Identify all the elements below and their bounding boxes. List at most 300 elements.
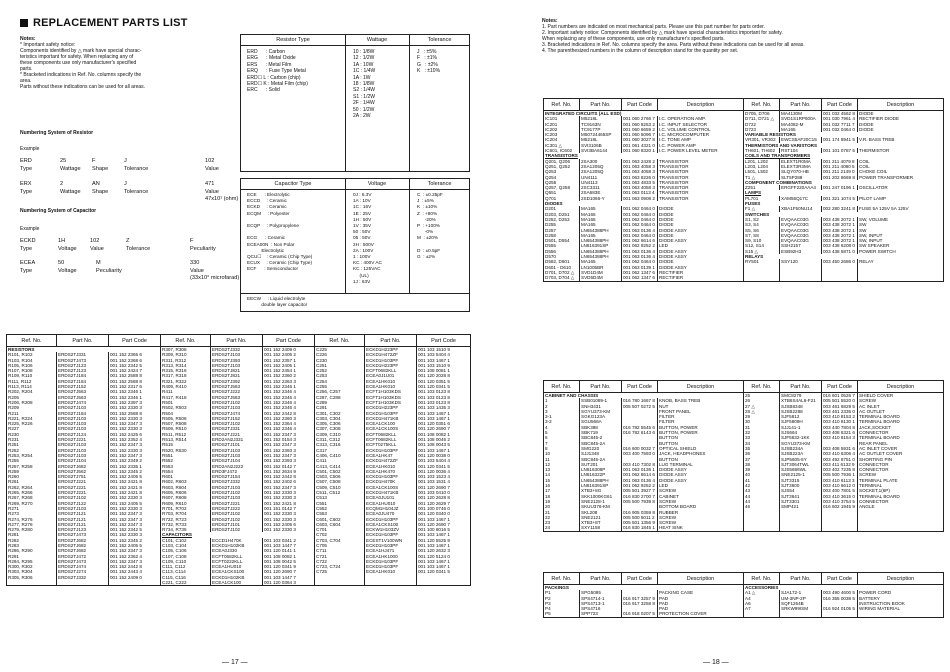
part-no: SLQY070-HB <box>780 169 822 174</box>
ref-no: P1 <box>544 590 580 595</box>
part-code: 001 152 2360 3 <box>263 416 315 421</box>
ref-no: P5 <box>544 611 580 617</box>
part-code: 001 120 0351 5 <box>417 379 471 384</box>
part-no: MA165 <box>580 233 622 238</box>
ref-no: R504 <box>161 411 211 416</box>
description: SOCKET,1(6P) <box>858 488 944 493</box>
part-no: MA4082-M <box>780 122 822 127</box>
ref-no: R554 <box>161 469 211 474</box>
example-token: M <box>96 260 101 266</box>
note-line: these components use only manufacturer's specified <box>20 60 137 66</box>
part-code: 016 918 0207 5 <box>622 611 658 617</box>
part-no: ERDS2TJ393 <box>211 358 263 363</box>
wattage-header: Wattage <box>345 35 410 46</box>
ref-no: C111, C112 <box>161 564 211 569</box>
part-code: 001 062 9252 2 <box>622 483 658 488</box>
table-row <box>544 525 944 531</box>
ref-no <box>744 275 780 281</box>
part-no: SJP5605-5Y <box>780 457 822 462</box>
description: FILTER <box>658 419 744 424</box>
part-no: SJSB8348 <box>780 404 822 409</box>
part-code: 001 152 2421 8 <box>109 479 161 484</box>
part-code: 001 120 5124 0 <box>417 554 471 559</box>
description: BOTTOM BOARD <box>658 504 744 509</box>
ref-no: D501, D554 <box>544 238 580 243</box>
description: TRANSISTOR <box>658 196 744 201</box>
part-code: 003 438 6208 0 <box>822 243 858 248</box>
part-code: 016 830 1845 1 <box>622 525 658 531</box>
part-no <box>57 580 109 586</box>
description: I.C. MICROCOMPUTER <box>658 132 744 137</box>
description: INSTRUCTION BOOK <box>858 601 944 606</box>
note-line: 1. Part numbers are indicated on most mechanical parts. Please use this part number for parts order. <box>542 24 765 30</box>
part-no: ECKD1H103PF <box>365 474 417 479</box>
description: POWER CORD <box>858 590 944 595</box>
ref-no: R507, R508 <box>161 421 211 426</box>
part-no: LN654388PH <box>580 478 622 483</box>
ref-no: S1, S2 <box>744 217 780 222</box>
part-no: ERDS2TJ474 <box>211 411 263 416</box>
part-no: SVD1D4M <box>580 270 622 275</box>
example-token: ECEA <box>20 260 36 266</box>
ref-no: R221, R224 <box>7 416 57 421</box>
part-no: ERDS2TJ103 <box>211 448 263 453</box>
part-no: ERDS2TJ121 <box>57 511 109 516</box>
part-no: ECKD1H103PF <box>365 559 417 564</box>
part-code: 001 152 2364 4 <box>263 421 315 426</box>
ref-no: VR301, VR302 <box>744 137 780 142</box>
column-header: Part No. <box>780 99 822 111</box>
part-code: 001 152 2405 2 <box>263 352 315 357</box>
part-code <box>822 611 858 617</box>
ref-no: 19 <box>544 499 580 504</box>
description: DIODE <box>858 122 944 127</box>
ref-no: 37 <box>744 457 780 462</box>
ref-no: A6 <box>744 601 780 606</box>
part-no: ECKD1H103PF <box>365 517 417 522</box>
part-code: 001 062 9252 2 <box>622 243 658 248</box>
description: DIODE ASSY <box>658 249 744 254</box>
part-code: 001 321 1074 5 <box>822 196 858 201</box>
part-code: 001 063 0136 4 <box>622 228 658 233</box>
part-no: ERDS2TJ104 <box>211 458 263 463</box>
ref-no: R553 <box>161 464 211 469</box>
ref-no: R251 <box>7 442 57 447</box>
ref-no: R225, R226 <box>7 421 57 426</box>
description: DIODE <box>858 111 944 117</box>
ref-no: C509, C510 <box>315 485 365 490</box>
part-no: SVD1S1RP600A <box>780 116 822 121</box>
ref-no: 23 <box>544 520 580 525</box>
part-no: ECKD1H103PF <box>365 564 417 569</box>
part-no: ERDS2TJ682 <box>57 543 109 548</box>
description: TERMINAL BOARD <box>858 419 944 424</box>
part-code: 001 152 2405 5 <box>109 543 161 548</box>
part-no: ERDS2TJ563 <box>211 395 263 400</box>
note-line: Parts without these indications can be used for all areas. <box>20 84 146 90</box>
ref-no: C406, C410 <box>315 453 365 458</box>
ref-no: 25 <box>744 393 780 399</box>
ref-no: R265, R266 <box>7 490 57 495</box>
ref-no: IC201 <box>544 122 580 127</box>
part-no: SKL208 <box>580 510 622 515</box>
description: AC INLET <box>858 404 944 409</box>
ref-no: D701, D702 △ <box>544 270 580 275</box>
part-no: ECFT0682KLL <box>365 432 417 437</box>
part-no: ECEA1HK1000 <box>365 554 417 559</box>
section-heading: COILS AND TRANSFORMERS <box>744 153 944 158</box>
part-code: 001 103 1467 1 <box>417 532 471 537</box>
description <box>858 275 944 281</box>
part-code: 001 152 2393 3 <box>263 458 315 463</box>
part-code: 001 060 6659 2 <box>622 127 658 132</box>
part-no: ECEA1CKS100 <box>365 522 417 527</box>
part-no: ERDS2TJ152 <box>211 416 263 421</box>
part-no: SJS5686WL <box>780 467 822 472</box>
section-heading: RELAYS <box>744 254 944 259</box>
ref-no: C725 <box>315 569 365 574</box>
note-line: Components identified by △ mark have special charac- <box>20 48 142 54</box>
part-no: ECKD1H472ZF <box>365 458 417 463</box>
ref-no: R281 <box>7 532 57 537</box>
part-no: ECEA0JU470 <box>365 511 417 516</box>
description: LED <box>658 243 744 248</box>
part-code: 001 152 2397 3 <box>109 400 161 405</box>
example-token-label: Type <box>20 246 33 252</box>
part-no: ECEA0J1U01 <box>365 373 417 378</box>
resistor-example-2 <box>20 181 245 202</box>
ref-no: 29 <box>744 414 780 419</box>
description: PAD <box>658 596 744 601</box>
part-no: XBA1F50NU14 <box>780 206 822 211</box>
description: I.C. TONE AMP <box>658 137 744 142</box>
description: TRANSISTOR <box>658 190 744 195</box>
part-code: 001 063 0136 4 <box>622 254 658 259</box>
part-code: 005 500 7936 1 <box>822 472 858 477</box>
description: TERMINAL BOARD <box>858 435 944 440</box>
column-header: Ref. No. <box>744 573 780 585</box>
part-no: ECFT0682KLL <box>211 554 263 559</box>
ref-no: 44 <box>744 494 780 499</box>
part-no: ECEA1HK010 <box>365 569 417 574</box>
part-code: 001 152 2330 3 <box>109 416 161 421</box>
description: TRANSISTOR <box>658 175 744 180</box>
part-no: SPG5095 <box>580 590 622 595</box>
part-code: 001 152 2330 3 <box>109 506 161 511</box>
ref-no: S7, S8 <box>744 233 780 238</box>
ref-no: 44 <box>744 499 780 504</box>
ref-no: R262, R264 <box>7 485 57 490</box>
part-no: ECFT0222KLL <box>211 559 263 564</box>
part-no: ERDS2TJ221 <box>211 432 263 437</box>
ref-no: 24 <box>544 525 580 531</box>
ref-no: R231 <box>7 437 57 442</box>
part-code: 001 152 2347 3 <box>109 442 161 447</box>
description: TRANSISTOR <box>658 164 744 169</box>
description: I.C. POWER LEVEL METER <box>658 148 744 153</box>
part-code: 001 063 0136 1 <box>622 467 658 472</box>
part-no: ERDS2TJ184 <box>57 373 109 378</box>
ref-no: P2 <box>544 596 580 601</box>
part-code: 016 602 1945 9 <box>822 504 858 509</box>
description <box>858 525 944 531</box>
description: CABINET <box>658 494 744 499</box>
part-no: ERDS2TJ102 <box>211 511 263 516</box>
part-code: 001 211 2149 0 <box>822 169 858 174</box>
example-token-label: Shape <box>92 189 109 195</box>
ref-no: R551 <box>161 453 211 458</box>
example-token-label: Value <box>90 246 104 252</box>
example-token-label: Value <box>190 268 204 274</box>
part-code: 001 062 1347 6 <box>622 270 658 275</box>
part-no: SJSB234A <box>780 446 822 451</box>
resistor-numbering-heading: Numbering System of Resistor <box>20 130 94 136</box>
part-code: 003 410 8153 2 <box>822 414 858 419</box>
ref-no: C101, C102 <box>161 538 211 543</box>
ref-no: D722 <box>744 122 780 127</box>
ref-no: C291 <box>315 405 365 410</box>
ref-no: R409, R410 <box>161 384 211 389</box>
part-code: 001 247 0196 1 <box>822 185 858 190</box>
part-no: SPS4714-1 <box>580 596 622 601</box>
ref-no: 41 <box>744 478 780 483</box>
column-header: Part Code <box>822 381 858 393</box>
example-token-label: Wattage <box>60 166 81 172</box>
description: RECTIFIER DIODE <box>858 116 944 121</box>
part-code: 001 120 2628 8 <box>417 495 471 500</box>
part-no: ECEA0J330 <box>211 548 263 553</box>
ref-no: R109, R110 <box>7 373 57 378</box>
ref-no: R253, R254 <box>7 453 57 458</box>
description: DIODE <box>658 233 744 238</box>
part-no: ERDS2TJ392 <box>211 379 263 384</box>
ref-no: R206, R208 <box>7 400 57 405</box>
part-code: 001 152 2347 3 <box>263 442 315 447</box>
part-no: ERDS2TJ222 <box>211 506 263 511</box>
ref-no: D203, D251 <box>544 212 580 217</box>
description: RECTIFIER <box>658 270 744 275</box>
part-no: ERDS2TJ331 <box>57 352 109 357</box>
description: I.C. OPERATION AMP. <box>658 116 744 121</box>
description: CONNECTOR <box>858 499 944 504</box>
part-no: ECFT1H103KDS <box>365 400 417 405</box>
part-code: 003 438 2072 1 <box>822 222 858 227</box>
note-line: teristics important for safety. When replacing any of <box>20 54 134 60</box>
part-no: ECEA1CKS100 <box>211 569 263 574</box>
part-code: 001 108 0043 5 <box>417 442 471 447</box>
ref-no: R605, R606 <box>161 490 211 495</box>
part-code: 001 108 0046 2 <box>417 437 471 442</box>
part-code: 001 152 2330 3 <box>263 490 315 495</box>
part-code: 001 063 8226 0 <box>622 175 658 180</box>
resistor-example-label: Example <box>20 146 40 152</box>
ref-no: R505, R506 <box>161 416 211 421</box>
ref-no: 27 △ <box>744 404 780 409</box>
part-code: 003 461 2335 0 <box>822 409 858 414</box>
description: SCREW <box>858 472 944 477</box>
ref-no: C413, C414 <box>315 464 365 469</box>
ref-no: C287, C288 <box>315 395 365 400</box>
part-code: 001 202 8669 8 <box>822 175 858 180</box>
part-no: ECKD1H470K <box>365 479 417 484</box>
part-no: ELEXT3R3MA <box>780 164 822 169</box>
description: FRONT PANEL <box>658 409 744 414</box>
part-no: ERDS2TJ103 <box>211 352 263 357</box>
part-no: SJS54 <box>780 488 822 493</box>
description: DIODE <box>658 212 744 217</box>
ref-no: 21 <box>544 510 580 515</box>
table-row <box>544 275 944 281</box>
description: SCREW <box>658 488 744 493</box>
part-code: 001 060 8253 2 <box>622 122 658 127</box>
ref-no: C307, C308 <box>315 426 365 431</box>
part-no: SJS664 <box>780 430 822 435</box>
part-code: 001 152 2347 3 <box>109 517 161 522</box>
ref-no: D723 <box>744 127 780 132</box>
ref-no: 31 <box>744 425 780 430</box>
resistor-example-1 <box>20 158 245 174</box>
part-no: ERDS2TJ473 <box>57 532 109 537</box>
part-code: 001 152 2347 3 <box>263 432 315 437</box>
part-code: 001 103 1531 4 <box>417 479 471 484</box>
part-no: ERDS2TJ102 <box>211 490 263 495</box>
description: TRANSISTOR <box>658 169 744 174</box>
part-no: SNE2128-1 <box>580 499 622 504</box>
ref-no: A7 <box>744 606 780 611</box>
part-no: LN654388PH <box>580 228 622 233</box>
ref-no: L203, L204 <box>744 164 780 169</box>
part-code: 001 103 1467 1 <box>417 358 471 363</box>
part-no: M5218L <box>580 137 622 142</box>
description: OPTICAL SHIELD <box>658 446 744 451</box>
note-line: When replacing any of these components, use only manufacturer's specified parts. <box>542 36 725 42</box>
ref-no: R417, R418 <box>161 395 211 400</box>
ref-no: C705 <box>315 543 365 548</box>
ref-no: C254 <box>315 379 365 384</box>
ref-no <box>744 525 780 531</box>
part-code: 001 152 2346 4 <box>263 426 315 431</box>
description: PROTECTION COVER <box>658 611 744 617</box>
description: AC OUTLET <box>858 409 944 414</box>
ref-no: R230 <box>7 432 57 437</box>
part-code: 001 103 1510 9 <box>417 363 471 368</box>
part-no: SNE2125-1 <box>780 472 822 477</box>
example-token: ERD <box>20 158 32 164</box>
eecw-row: EECW : Liquid electrolyte double layer capacitor <box>247 296 308 307</box>
ref-no: C313, C316 <box>315 442 365 447</box>
description: CHOKE COIL <box>858 169 944 174</box>
description: TERMINAL <box>858 483 944 488</box>
column-header: Part No. <box>580 381 622 393</box>
ref-no: P4 <box>544 606 580 611</box>
part-no: ECEA1HK010 <box>365 464 417 469</box>
description: DIODE <box>658 222 744 227</box>
description: BUTTON, POWER <box>658 430 744 435</box>
part-no: SJSB2288 <box>780 409 822 414</box>
part-no: ERD3FJ472 <box>211 469 263 474</box>
part-code: 003 410 6612 0 <box>822 483 858 488</box>
ref-no: TH601, TH602 <box>744 148 780 153</box>
part-code: 001 120 2629 7 <box>417 501 471 506</box>
ref-no: R107, R108 <box>7 368 57 373</box>
example-token-label: Tolerance <box>124 189 149 195</box>
part-no: ERDS2TJ103 <box>57 442 109 447</box>
part-no: ELEXT1R0MA <box>780 159 822 164</box>
example-token: F <box>92 158 96 164</box>
resistor-wattages: 10 : 1/8W 12 : 1/2W 1A : 10W 1C : 1/4W 1A : 1W 18 : 1/8W S2 : 1/4W S1 : 1/2W 2F : 1/4W 50 : 1/2W 2A : 2W <box>353 49 376 120</box>
part-code: 001 211 4079 8 <box>822 159 858 164</box>
part-code: 001 120 2690 7 <box>417 522 471 527</box>
part-no: 2SA1205Q <box>580 169 622 174</box>
part-code: 001 152 2409 0 <box>109 575 161 580</box>
part-no: ERDS2TJ563 <box>211 384 263 389</box>
ref-no: R307, R308 <box>161 347 211 353</box>
part-no: ERDS2TJ682 <box>57 548 109 553</box>
ref-no: 12 <box>544 462 580 467</box>
ref-no <box>7 580 57 586</box>
part-code: 001 152 2442 8 <box>263 474 315 479</box>
description: TRANSISTOR <box>658 185 744 190</box>
ref-no: C113, C114 <box>161 569 211 574</box>
part-no <box>780 275 822 281</box>
column-header: Ref. No. <box>315 335 365 347</box>
part-code: 016 830 2700 7 <box>622 494 658 499</box>
ref-no: 3 <box>544 409 580 414</box>
part-no: ECEA1CK100 <box>365 421 417 426</box>
ref-no: R300, R302 <box>7 564 57 569</box>
part-no: EVQAAC03G <box>780 217 822 222</box>
part-code: 001 103 0410 0 <box>417 490 471 495</box>
part-code: 016 780 1667 8 <box>622 398 658 403</box>
ref-no: 38 <box>744 462 780 467</box>
capacitor-type-header: Capacitor Type <box>241 179 346 190</box>
part-code: 003 410 6113 3 <box>822 478 858 483</box>
part-code: 001 152 0154 3 <box>263 437 315 442</box>
ref-no: 26 <box>744 398 780 403</box>
ref-no: C305, C306 <box>315 421 365 426</box>
part-no: ECKD1H102KB <box>211 575 263 580</box>
example-token-label: Peculiarity <box>96 268 122 274</box>
part-no: XAM56Q17C <box>780 196 822 201</box>
part-no: ERDS2TJ123 <box>57 368 109 373</box>
part-no: ERDS2TJ473 <box>57 559 109 564</box>
part-code: 001 152 2352 4 <box>109 437 161 442</box>
part-no: LN816391SP <box>580 483 622 488</box>
page-number-right: — 18 — <box>703 659 729 666</box>
example-token: 25 <box>60 158 67 164</box>
part-no: 2SA1205Q <box>580 164 622 169</box>
description: CONNECTOR <box>858 467 944 472</box>
ref-no: R277, R278 <box>7 522 57 527</box>
part-code: 001 103 1467 1 <box>417 517 471 522</box>
part-code: 003 450 2686 0 <box>822 259 858 264</box>
capacitor-type-table <box>240 178 470 312</box>
part-no: SMG220 <box>580 446 622 451</box>
description: DIODE ASSY <box>658 265 744 270</box>
part-no: ERDS2TJ102 <box>211 517 263 522</box>
column-header: Part Code <box>622 573 658 585</box>
column-header: Part Code <box>822 573 858 585</box>
section-heading: ACCESSORIES <box>744 585 944 591</box>
description: WIRING MATERIAL <box>858 606 944 611</box>
ref-no: R209 <box>7 405 57 410</box>
description: DIODE <box>858 127 944 132</box>
ref-no: R113, R114 <box>7 384 57 389</box>
part-no: ERDS2TJ124 <box>57 432 109 437</box>
part-code: 016 917 3257 9 <box>622 596 658 601</box>
part-no: ECKD1H103PF <box>365 411 417 416</box>
resistor-type-table <box>240 34 470 172</box>
